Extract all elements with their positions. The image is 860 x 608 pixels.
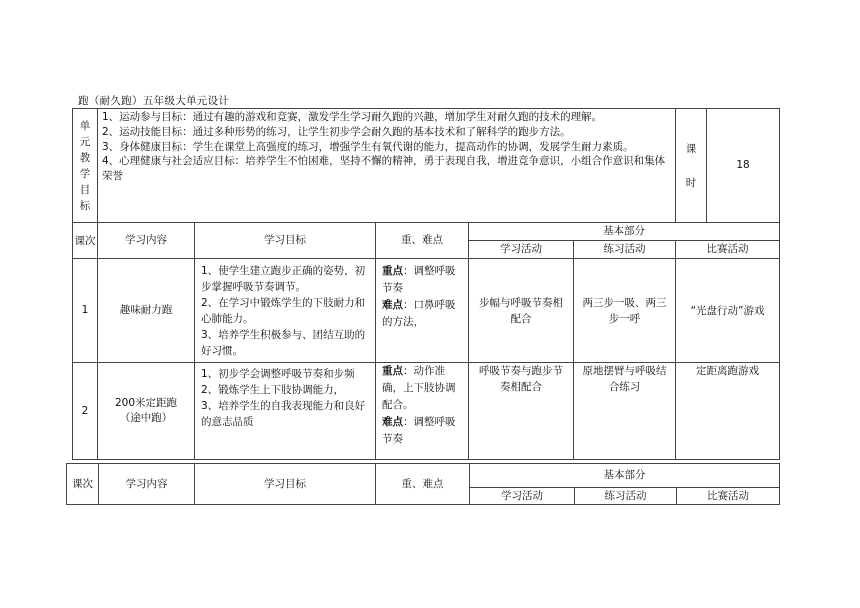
objective-item: 4、心理健康与社会适应目标：培养学生不怕困难，坚持不懈的精神，勇于表现自我，增进竞争意识，小组合作意识和集体荣誉 — [102, 155, 666, 183]
objective-item: 2、运动技能目标：通过多种形势的练习，让学生初步学会耐久跑的基本技术和了解科学的跑步方法。 — [102, 125, 571, 138]
document-title: 跑（耐久跑）五年级大单元设计 — [78, 95, 230, 107]
practice-activity-header: 练习活动 — [574, 241, 676, 259]
lesson-row — [73, 363, 780, 460]
basic-part-header: 基本部分 — [469, 223, 780, 241]
continuation-header-table — [66, 463, 780, 505]
lesson-practice-activity: 原地摆臂与呼吸结合练习 — [574, 363, 676, 460]
lesson-learning-activity: 呼吸节奏与跑步节奏相配合 — [469, 363, 574, 460]
lesson-header: 课次 — [67, 464, 99, 505]
unit-design-table — [72, 108, 780, 460]
unit-objectives-row — [73, 109, 780, 223]
learning-activity-header: 学习活动 — [470, 488, 575, 505]
lesson-content: 200米定距跑（途中跑） — [98, 363, 195, 460]
lesson-key-difficult: 重点：动作准确，上下肢协调配合。 难点：调整呼吸节奏 — [376, 363, 469, 460]
header-row-1 — [73, 223, 780, 241]
lesson-goals: 1、使学生建立跑步正确的姿势，初步掌握呼吸节奏调节。 2、在学习中锻炼学生的下肢耐力和心肺能力。 3、培养学生积极参与、团结互助的好习惯。 — [195, 259, 376, 363]
lesson-header: 课次 — [73, 223, 98, 259]
competition-activity-header: 比赛活动 — [676, 241, 780, 259]
unit-objectives-text — [98, 109, 676, 223]
unit-objectives-label: 单 元 教 学 目 标 — [73, 109, 98, 223]
objective-item: 3、身体健康目标：学生在课堂上高强度的练习，增强学生有氧代谢的能力，提高动作的协调，发展学生耐力素质。 — [102, 140, 634, 153]
lesson-competition-activity: 定距离跑游戏 — [676, 363, 780, 460]
goal-header: 学习目标 — [195, 223, 376, 259]
lesson-content: 趣味耐力跑 — [98, 259, 195, 363]
hours-label: 课 时 — [676, 109, 707, 223]
content-header: 学习内容 — [99, 464, 195, 505]
practice-activity-header: 练习活动 — [575, 488, 677, 505]
difficulty-header: 重、难点 — [376, 223, 469, 259]
basic-part-header: 基本部分 — [470, 464, 780, 488]
lesson-number: 2 — [73, 363, 98, 460]
learning-activity-header: 学习活动 — [469, 241, 574, 259]
difficulty-header: 重、难点 — [376, 464, 470, 505]
lesson-learning-activity: 步幅与呼吸节奏相配合 — [469, 259, 574, 363]
lesson-competition-activity: “光盘行动”游戏 — [676, 259, 780, 363]
lesson-number: 1 — [73, 259, 98, 363]
content-header: 学习内容 — [98, 223, 195, 259]
competition-activity-header: 比赛活动 — [677, 488, 780, 505]
lesson-row — [73, 259, 780, 363]
lesson-goals: 1、初步学会调整呼吸节奏和步频 2、锻炼学生上下肢协调能力， 3、培养学生的自我表现能力和良好的意志品质 — [195, 363, 376, 460]
objective-item: 1、运动参与目标：通过有趣的游戏和竞赛，激发学生学习耐久跑的兴趣，增加学生对耐久跑的技术的理解。 — [102, 111, 603, 123]
goal-header: 学习目标 — [195, 464, 376, 505]
lesson-key-difficult: 重点：调整呼吸节奏 难点：口鼻呼吸的方法， — [376, 259, 469, 363]
lesson-practice-activity: 两三步一吸、两三步一呼 — [574, 259, 676, 363]
hours-value: 18 — [707, 109, 780, 223]
